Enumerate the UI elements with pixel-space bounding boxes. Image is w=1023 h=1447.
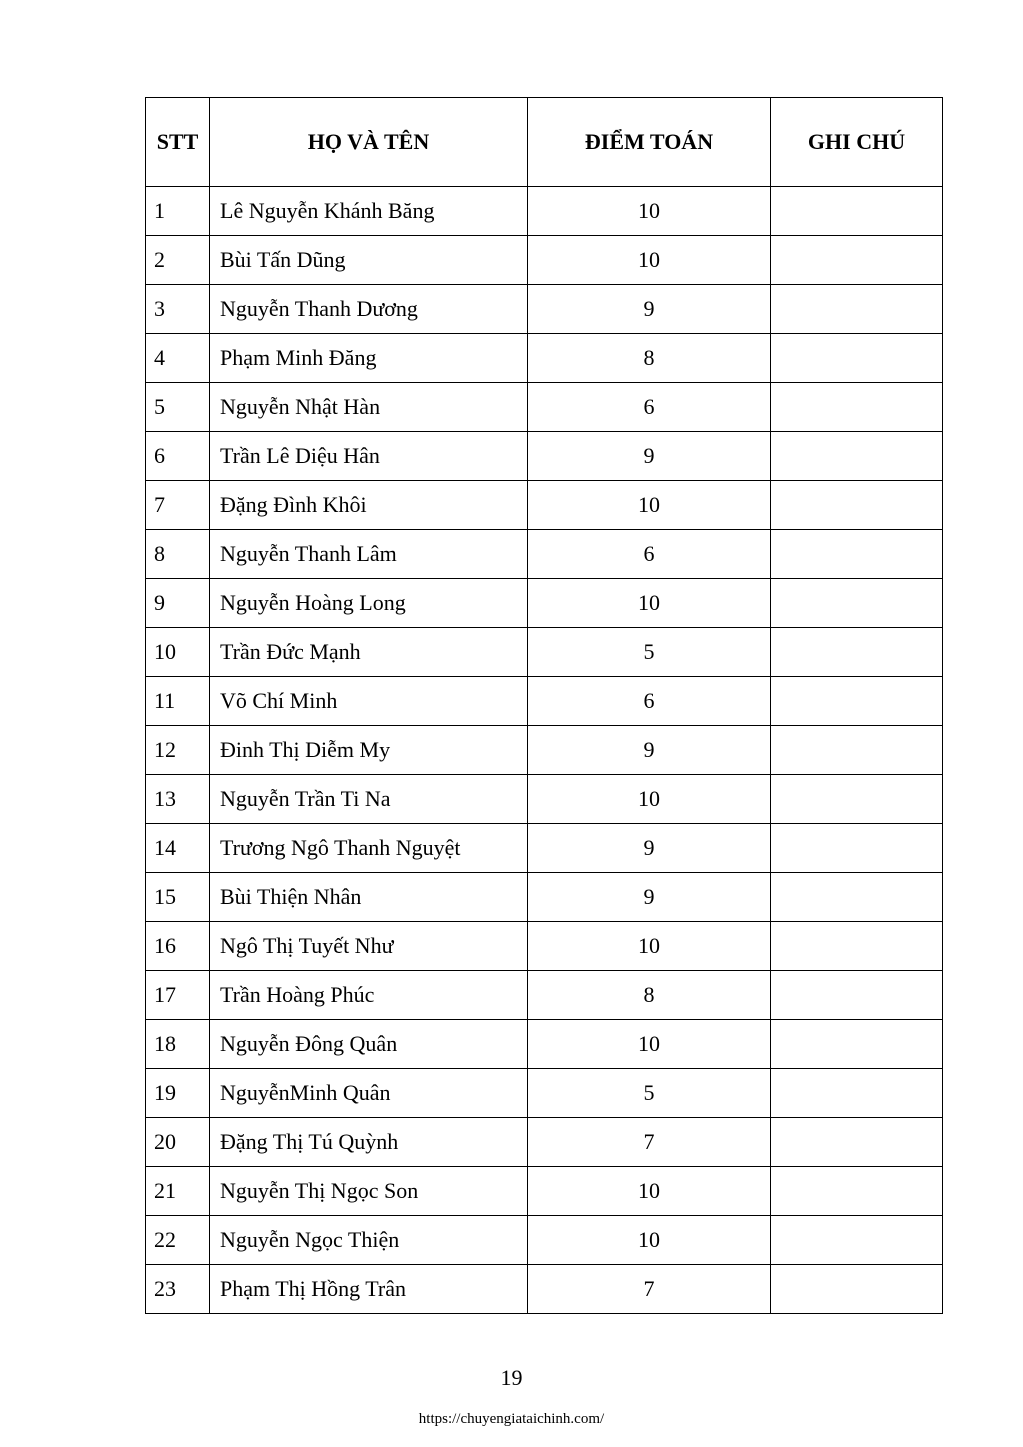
cell-stt: 2 — [146, 236, 210, 285]
cell-stt: 4 — [146, 334, 210, 383]
table-body — [146, 187, 943, 1314]
cell-name: Đặng Đình Khôi — [210, 481, 528, 530]
cell-name: Nguyễn Đông Quân — [210, 1020, 528, 1069]
header-stt: STT — [146, 98, 210, 187]
table-row — [146, 432, 943, 481]
cell-note — [771, 530, 943, 579]
cell-score: 10 — [528, 579, 771, 628]
table-row — [146, 236, 943, 285]
cell-note — [771, 677, 943, 726]
cell-stt: 20 — [146, 1118, 210, 1167]
cell-score: 8 — [528, 971, 771, 1020]
cell-note — [771, 432, 943, 481]
cell-name: Trần Lê Diệu Hân — [210, 432, 528, 481]
cell-stt: 18 — [146, 1020, 210, 1069]
table-row — [146, 579, 943, 628]
cell-stt: 8 — [146, 530, 210, 579]
table-row — [146, 677, 943, 726]
cell-stt: 15 — [146, 873, 210, 922]
cell-score: 6 — [528, 383, 771, 432]
table-row — [146, 1216, 943, 1265]
cell-note — [771, 726, 943, 775]
cell-stt: 10 — [146, 628, 210, 677]
cell-stt: 23 — [146, 1265, 210, 1314]
table-row — [146, 628, 943, 677]
cell-score: 10 — [528, 922, 771, 971]
cell-name: Nguyễn Trần Ti Na — [210, 775, 528, 824]
cell-name: Nguyễn Nhật Hàn — [210, 383, 528, 432]
cell-note — [771, 1069, 943, 1118]
cell-score: 10 — [528, 1167, 771, 1216]
cell-name: Phạm Minh Đăng — [210, 334, 528, 383]
cell-score: 5 — [528, 628, 771, 677]
table-row — [146, 334, 943, 383]
cell-name: Nguyễn Thanh Dương — [210, 285, 528, 334]
cell-score: 10 — [528, 1020, 771, 1069]
cell-note — [771, 187, 943, 236]
cell-name: Nguyễn Hoàng Long — [210, 579, 528, 628]
table-row — [146, 1265, 943, 1314]
cell-name: Nguyễn Thanh Lâm — [210, 530, 528, 579]
cell-stt: 21 — [146, 1167, 210, 1216]
table-row — [146, 1020, 943, 1069]
cell-stt: 22 — [146, 1216, 210, 1265]
cell-score: 10 — [528, 187, 771, 236]
cell-note — [771, 628, 943, 677]
page-number: 19 — [500, 1365, 523, 1390]
cell-score: 10 — [528, 236, 771, 285]
footer-url: https://chuyengiataichinh.com/ — [418, 1411, 605, 1427]
cell-note — [771, 1216, 943, 1265]
cell-score: 9 — [528, 432, 771, 481]
table-row — [146, 383, 943, 432]
cell-note — [771, 1020, 943, 1069]
cell-name: Trương Ngô Thanh Nguyệt — [210, 824, 528, 873]
cell-score: 9 — [528, 726, 771, 775]
cell-note — [771, 236, 943, 285]
cell-stt: 9 — [146, 579, 210, 628]
cell-stt: 13 — [146, 775, 210, 824]
cell-stt: 19 — [146, 1069, 210, 1118]
cell-note — [771, 579, 943, 628]
cell-note — [771, 285, 943, 334]
table-row — [146, 922, 943, 971]
table-row — [146, 726, 943, 775]
header-name: HỌ VÀ TÊN — [210, 98, 528, 187]
cell-note — [771, 1118, 943, 1167]
cell-name: Phạm Thị Hồng Trân — [210, 1265, 528, 1314]
cell-score: 9 — [528, 285, 771, 334]
cell-stt: 3 — [146, 285, 210, 334]
header-score: ĐIỂM TOÁN — [528, 98, 771, 187]
cell-name: Lê Nguyễn Khánh Băng — [210, 187, 528, 236]
cell-score: 10 — [528, 775, 771, 824]
table-row — [146, 1118, 943, 1167]
table-row — [146, 187, 943, 236]
cell-score: 6 — [528, 530, 771, 579]
cell-stt: 11 — [146, 677, 210, 726]
cell-name: Đặng Thị Tú Quỳnh — [210, 1118, 528, 1167]
student-score-table — [145, 97, 943, 1314]
table-header-row — [146, 98, 943, 187]
cell-name: Võ Chí Minh — [210, 677, 528, 726]
cell-stt: 16 — [146, 922, 210, 971]
cell-stt: 1 — [146, 187, 210, 236]
cell-score: 9 — [528, 824, 771, 873]
cell-stt: 6 — [146, 432, 210, 481]
cell-note — [771, 971, 943, 1020]
cell-name: Nguyễn Thị Ngọc Son — [210, 1167, 528, 1216]
cell-name: Nguyễn Ngọc Thiện — [210, 1216, 528, 1265]
cell-stt: 14 — [146, 824, 210, 873]
cell-name: Ngô Thị Tuyết Như — [210, 922, 528, 971]
cell-note — [771, 1265, 943, 1314]
cell-note — [771, 1167, 943, 1216]
cell-note — [771, 922, 943, 971]
header-note: GHI CHÚ — [771, 98, 943, 187]
cell-name: Đinh Thị Diễm My — [210, 726, 528, 775]
cell-name: Bùi Tấn Dũng — [210, 236, 528, 285]
table-row — [146, 971, 943, 1020]
cell-note — [771, 481, 943, 530]
cell-name: Trần Hoàng Phúc — [210, 971, 528, 1020]
cell-note — [771, 775, 943, 824]
cell-score: 10 — [528, 481, 771, 530]
table-row — [146, 873, 943, 922]
cell-stt: 5 — [146, 383, 210, 432]
table-row — [146, 1069, 943, 1118]
cell-score: 5 — [528, 1069, 771, 1118]
cell-note — [771, 383, 943, 432]
cell-note — [771, 824, 943, 873]
cell-name: Bùi Thiện Nhân — [210, 873, 528, 922]
cell-stt: 7 — [146, 481, 210, 530]
cell-score: 7 — [528, 1118, 771, 1167]
cell-name: Trần Đức Mạnh — [210, 628, 528, 677]
table-row — [146, 824, 943, 873]
cell-note — [771, 873, 943, 922]
cell-note — [771, 334, 943, 383]
cell-score: 8 — [528, 334, 771, 383]
table-row — [146, 1167, 943, 1216]
cell-stt: 12 — [146, 726, 210, 775]
table-row — [146, 530, 943, 579]
table-row — [146, 481, 943, 530]
cell-name: NguyễnMinh Quân — [210, 1069, 528, 1118]
table-row — [146, 775, 943, 824]
cell-score: 10 — [528, 1216, 771, 1265]
cell-score: 9 — [528, 873, 771, 922]
cell-stt: 17 — [146, 971, 210, 1020]
cell-score: 7 — [528, 1265, 771, 1314]
table-row — [146, 285, 943, 334]
cell-score: 6 — [528, 677, 771, 726]
